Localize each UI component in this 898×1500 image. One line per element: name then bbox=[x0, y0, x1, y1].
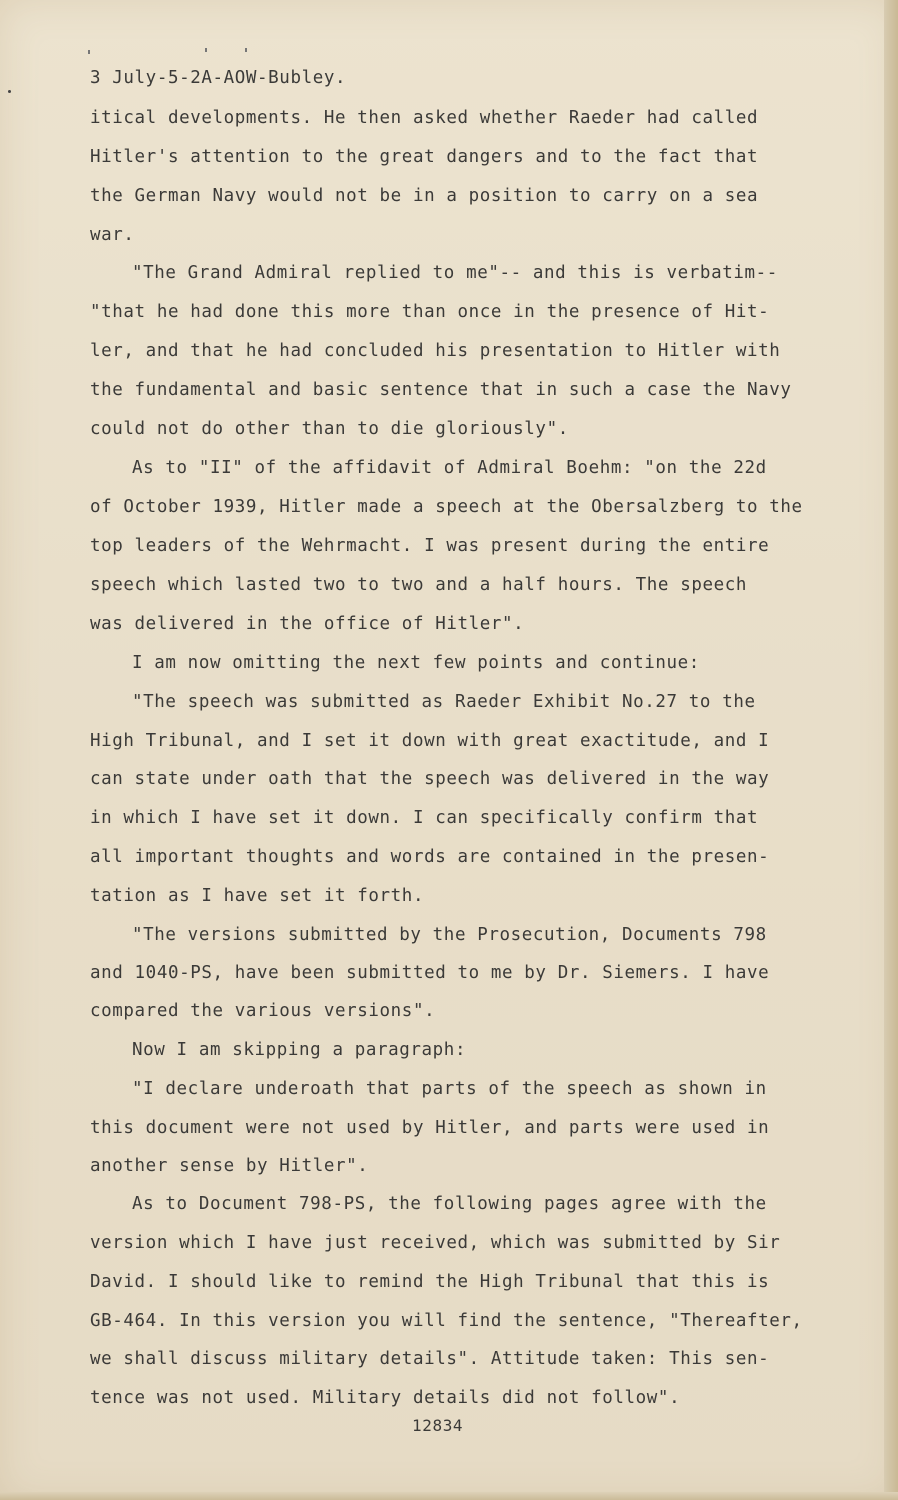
text-line: tence was not used. Military details did not follow". bbox=[90, 1388, 681, 1408]
text-line: war. bbox=[90, 225, 135, 245]
paper-speck bbox=[205, 48, 207, 52]
paper-speck bbox=[88, 50, 90, 54]
text-line: the fundamental and basic sentence that in such a case the Navy bbox=[90, 380, 792, 400]
text-line: all important thoughts and words are contained in the presen- bbox=[90, 847, 770, 867]
document-header: 3 July-5-2A-AOW-Bubley. bbox=[90, 68, 347, 88]
text-line: in which I have set it down. I can specifically confirm that bbox=[90, 808, 759, 828]
text-line: As to "II" of the affidavit of Admiral Boehm: "on the 22d bbox=[132, 458, 767, 478]
text-line: can state under oath that the speech was delivered in the way bbox=[90, 769, 770, 789]
text-line: version which I have just received, which was submitted by Sir bbox=[90, 1233, 781, 1253]
text-line: we shall discuss military details". Attitude taken: This sen- bbox=[90, 1349, 770, 1369]
text-line: was delivered in the office of Hitler". bbox=[90, 614, 525, 634]
text-line: tation as I have set it forth. bbox=[90, 886, 425, 906]
text-line: "The Grand Admiral replied to me"-- and this is verbatim-- bbox=[132, 263, 778, 283]
text-line: David. I should like to remind the High Tribunal that this is bbox=[90, 1272, 770, 1292]
text-line: I am now omitting the next few points and continue: bbox=[132, 653, 700, 673]
text-line: compared the various versions". bbox=[90, 1001, 436, 1021]
text-line: ler, and that he had concluded his presentation to Hitler with bbox=[90, 341, 781, 361]
page-edge-bottom bbox=[0, 1492, 898, 1500]
text-line: of October 1939, Hitler made a speech at the Obersalzberg to the bbox=[90, 497, 803, 517]
text-line: another sense by Hitler". bbox=[90, 1156, 369, 1176]
paper-speck bbox=[245, 48, 247, 52]
text-line: could not do other than to die gloriously". bbox=[90, 419, 569, 439]
text-line: top leaders of the Wehrmacht. I was present during the entire bbox=[90, 536, 770, 556]
text-line: this document were not used by Hitler, and parts were used in bbox=[90, 1118, 770, 1138]
text-line: "The versions submitted by the Prosecution, Documents 798 bbox=[132, 925, 767, 945]
page-edge-right bbox=[884, 0, 898, 1500]
text-line: itical developments. He then asked whether Raeder had called bbox=[90, 108, 759, 128]
text-line: "I declare underoath that parts of the speech as shown in bbox=[132, 1079, 767, 1099]
text-line: the German Navy would not be in a position to carry on a sea bbox=[90, 186, 759, 206]
text-line: Hitler's attention to the great dangers and to the fact that bbox=[90, 147, 759, 167]
text-line: GB-464. In this version you will find the sentence, "Thereafter, bbox=[90, 1311, 803, 1331]
text-line: Now I am skipping a paragraph: bbox=[132, 1040, 467, 1060]
text-line: "The speech was submitted as Raeder Exhibit No.27 to the bbox=[132, 692, 756, 712]
text-line: "that he had done this more than once in the presence of Hit- bbox=[90, 302, 770, 322]
margin-dot-mark bbox=[8, 90, 11, 93]
text-line: As to Document 798-PS, the following pages agree with the bbox=[132, 1194, 767, 1214]
text-line: and 1040-PS, have been submitted to me by Dr. Siemers. I have bbox=[90, 963, 770, 983]
text-line: speech which lasted two to two and a half hours. The speech bbox=[90, 575, 748, 595]
text-line: High Tribunal, and I set it down with great exactitude, and I bbox=[90, 731, 770, 751]
page-number: 12834 bbox=[412, 1416, 464, 1435]
